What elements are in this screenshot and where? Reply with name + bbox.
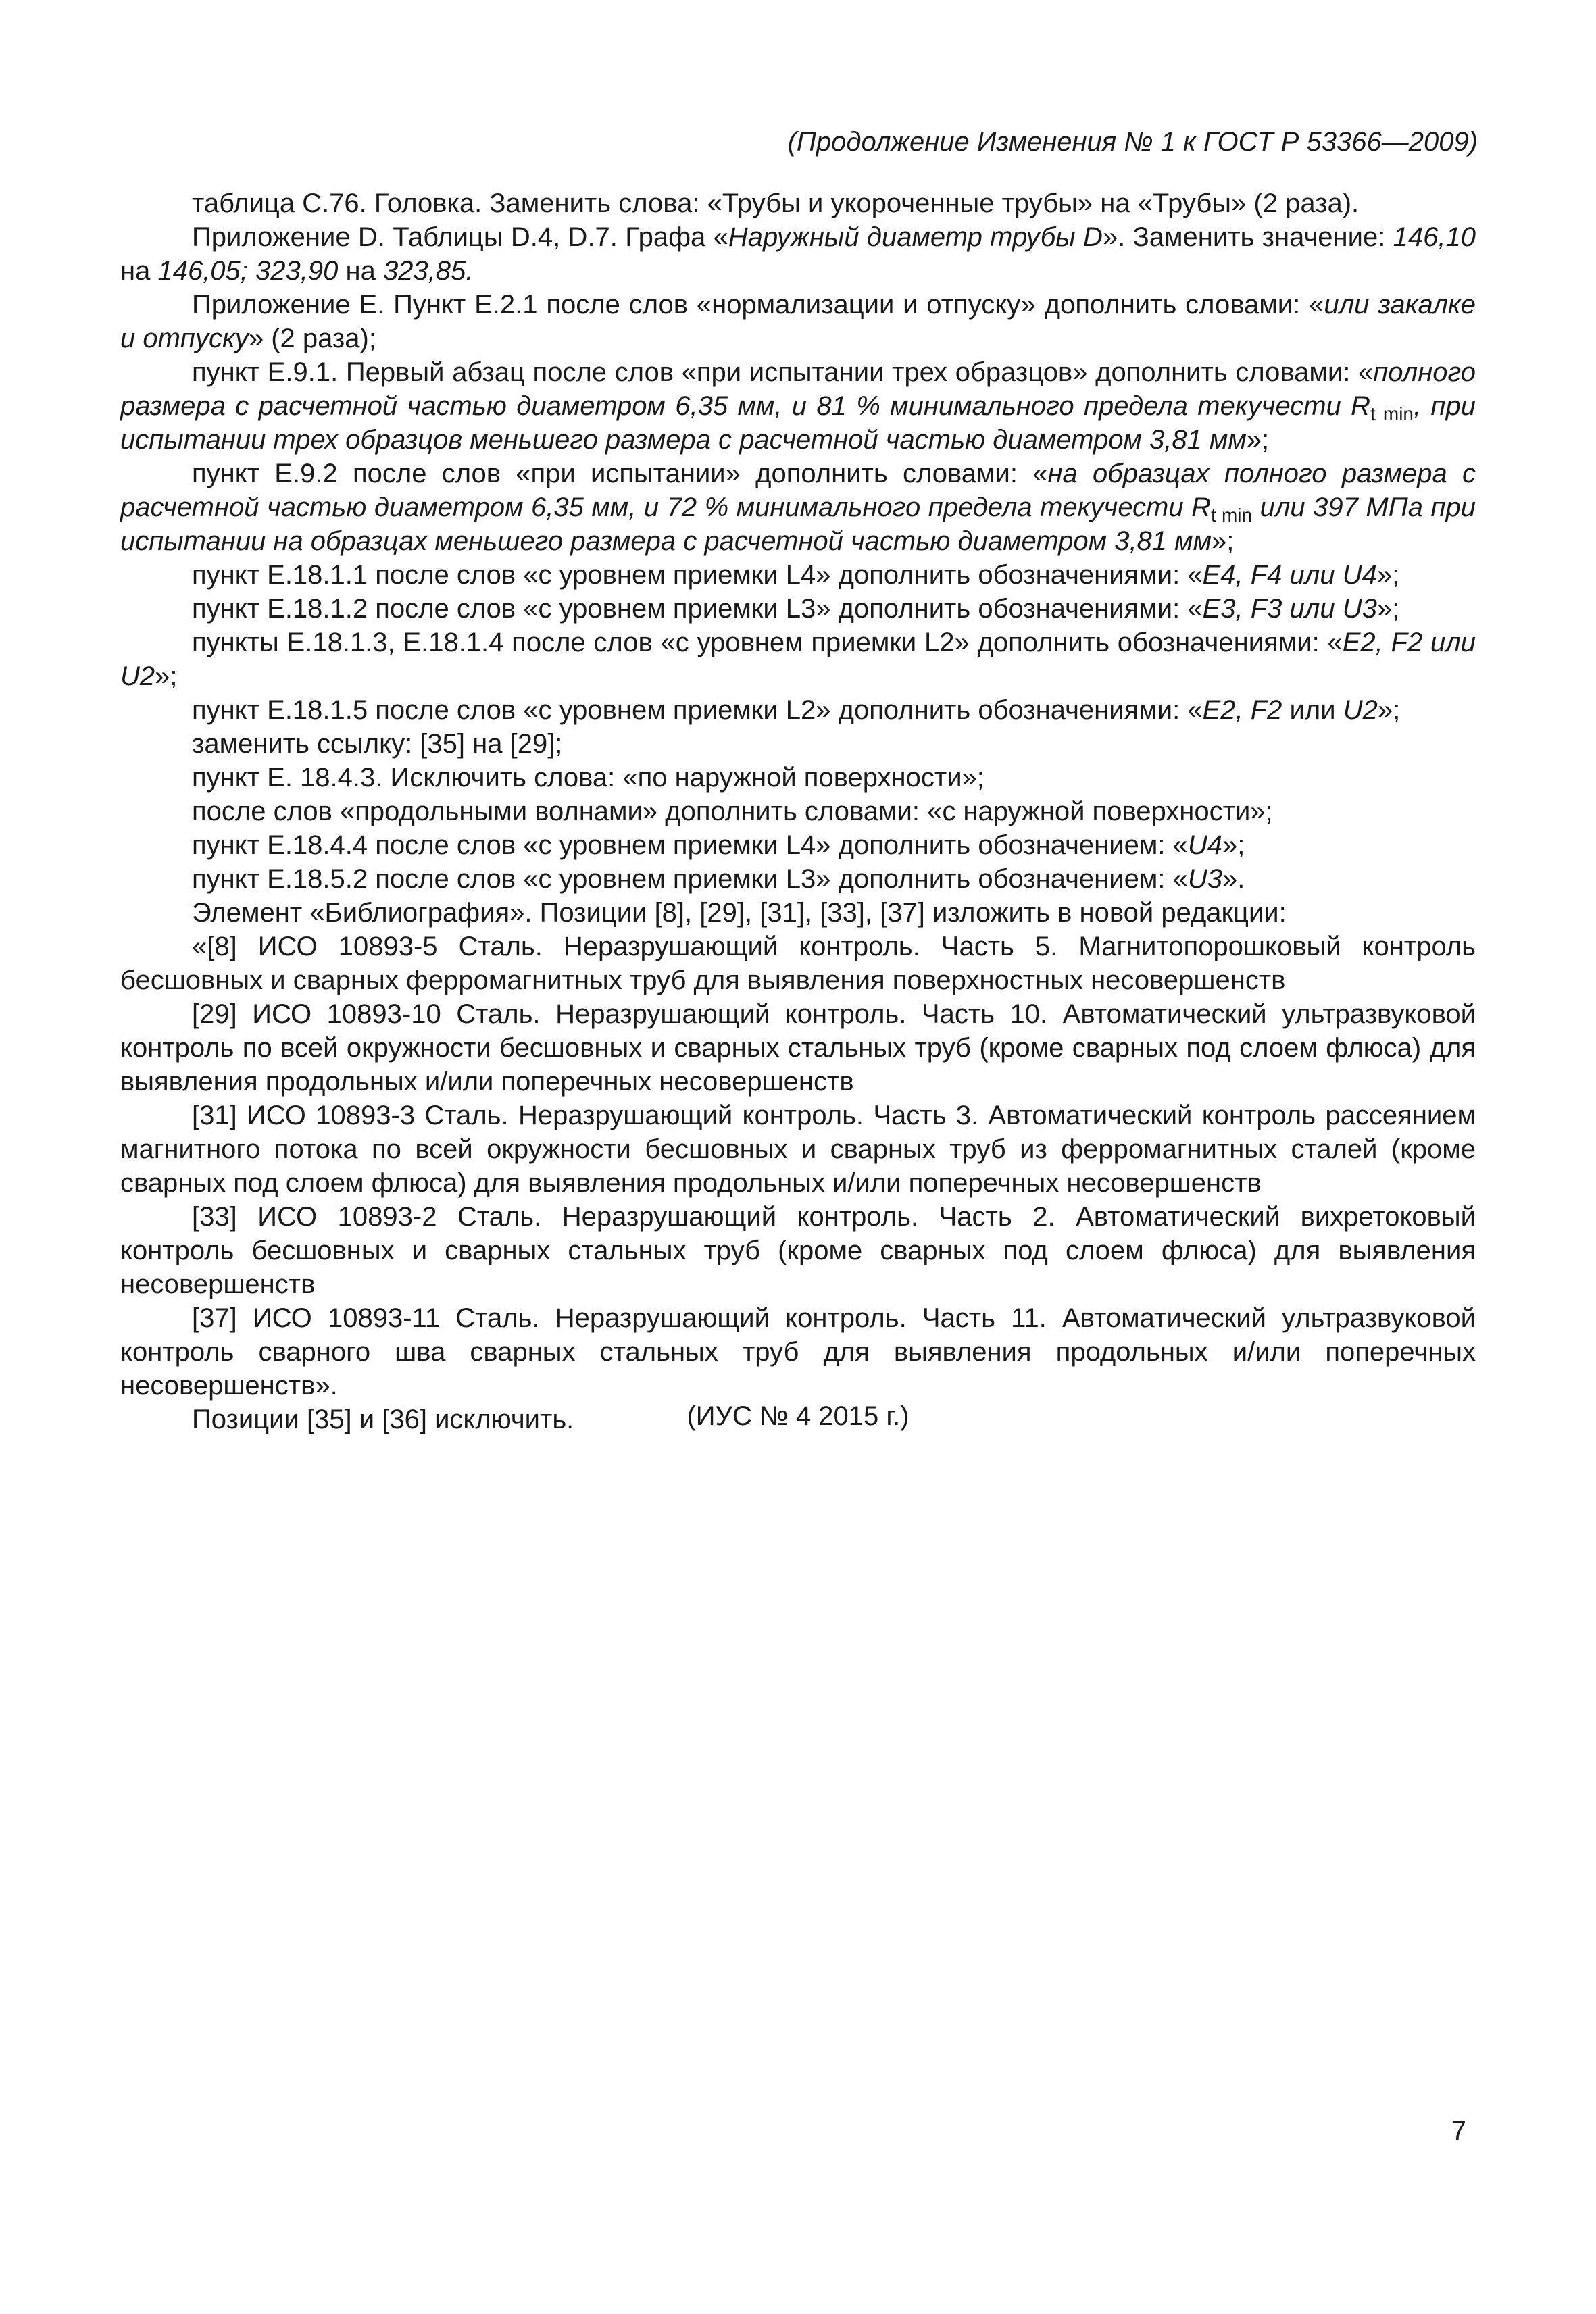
- paragraph: пункт Е.18.1.5 после слов «с уровнем приемки L2» дополнить обозначениями: «Е2, F2 или U2»;: [192, 695, 1401, 725]
- paragraph: пункт Е.9.1. Первый абзац после слов «при испытании трех образцов» дополнить словами: «полного размера с расчетной частью диаметром 6,35 мм, и 81 % минимального предела текучести $R_{t min}$, при испытании трех образцов меньшего размера с расчетной частью диаметром 3,81 мм»;: [120, 357, 1476, 455]
- paragraph: пункт Е. 18.4.3. Исключить слова: «по наружной поверхности»;: [192, 763, 984, 793]
- bibliography-entry: «[8] ИСО 10893-5 Сталь. Неразрушающий контроль. Часть 5. Магнитопорошковый контроль бесшовных и сварных ферромагнитных труб для выявления поверхностных несовершенств: [120, 932, 1476, 995]
- ius-note: (ИУС № 4 2015 г.): [687, 1401, 909, 1431]
- paragraph: Приложение D. Таблицы D.4, D.7. Графа «Наружный диаметр трубы D». Заменить значение: 146,10 на 146,05; 323,90 на 323,85.: [120, 222, 1476, 286]
- bibliography-entry: [37] ИСО 10893-11 Сталь. Неразрушающий контроль. Часть 11. Автоматический ультразвуковой контроль сварного шва сварных стальных труб для выявления продольных и/или поперечных несовершенств».: [120, 1303, 1476, 1401]
- paragraph: таблица С.76. Головка. Заменить слова: «Трубы и укороченные трубы» на «Трубы» (2 раза).: [192, 188, 1360, 218]
- paragraph: Позиции [35] и [36] исключить.: [192, 1405, 574, 1434]
- document-body: [120, 186, 1476, 1436]
- page-header: (Продолжение Изменения № 1 к ГОСТ Р 53366—2009): [787, 127, 1478, 157]
- paragraph: пункт Е.18.1.2 после слов «с уровнем приемки L3» дополнить обозначениями: «Е3, F3 или U3»;: [192, 594, 1400, 624]
- subscript: t min: [1211, 505, 1253, 526]
- paragraph: Элемент «Библиография». Позиции [8], [29], [31], [33], [37] изложить в новой редакции:: [192, 898, 1287, 928]
- paragraph: пункт Е.18.1.1 после слов «с уровнем приемки L4» дополнить обозначениями: «Е4, F4 или U4»;: [192, 560, 1400, 590]
- paragraph: пункт Е.18.4.4 после слов «с уровнем приемки L4» дополнить обозначением: «U4»;: [192, 830, 1245, 860]
- bibliography-entry: [29] ИСО 10893-10 Сталь. Неразрушающий контроль. Часть 10. Автоматический ультразвуковой контроль по всей окружности бесшовных и сварных стальных труб (кроме сварных под слоем флюса) для выявления продольных и/или поперечных несовершенств: [120, 999, 1476, 1097]
- page-number: 7: [1451, 2116, 1466, 2146]
- paragraph: пункт Е.18.5.2 после слов «с уровнем приемки L3» дополнить обозначением: «U3».: [192, 864, 1245, 894]
- bibliography-entry: [31] ИСО 10893-3 Сталь. Неразрушающий контроль. Часть 3. Автоматический контроль рассеянием магнитного потока по всей окружности бесшовных и сварных труб из ферромагнитных сталей (кроме сварных под слоем флюса) для выявления продольных и/или поперечных несовершенств: [120, 1101, 1476, 1198]
- paragraph: заменить ссылку: [35] на [29];: [192, 729, 563, 759]
- subscript: t min: [1370, 403, 1414, 424]
- bibliography-entry: [33] ИСО 10893-2 Сталь. Неразрушающий контроль. Часть 2. Автоматический вихретоковый контроль бесшовных и сварных стальных труб (кроме сварных под слоем флюса) для выявления несовершенств: [120, 1202, 1476, 1299]
- paragraph: после слов «продольными волнами» дополнить словами: «с наружной поверхности»;: [192, 797, 1273, 826]
- paragraph: пункты Е.18.1.3, Е.18.1.4 после слов «с уровнем приемки L2» дополнить обозначениями: «Е2, F2 или U2»;: [120, 628, 1476, 691]
- paragraph: пункт Е.9.2 после слов «при испытании» дополнить словами: «на образцах полного размера с расчетной частью диаметром 6,35 мм, и 72 % минимального предела текучести $R_{t min}$ или 397 МПа при испытании на образцах меньшего размера с расчетной частью диаметром 3,81 мм»;: [120, 459, 1476, 556]
- paragraph: Приложение Е. Пункт Е.2.1 после слов «нормализации и отпуску» дополнить словами: «или закалке и отпуску» (2 раза);: [120, 290, 1476, 353]
